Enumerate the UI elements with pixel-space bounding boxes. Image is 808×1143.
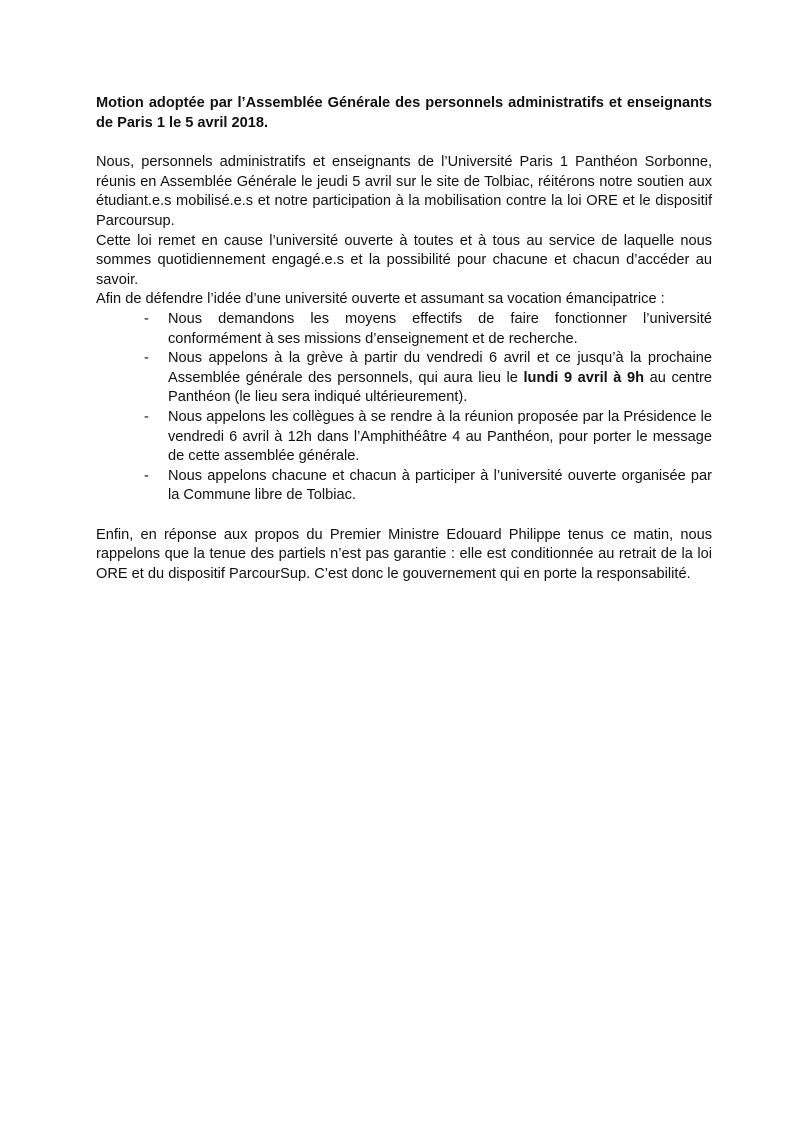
bullet-dash: - — [144, 310, 149, 327]
bullet-dash: - — [144, 350, 149, 367]
demands-list — [96, 310, 712, 506]
list-item-text: Nous appelons chacune et chacun à participer à l’université ouverte organisée par la Commune libre de Tolbiac. — [168, 467, 712, 504]
document-page — [96, 94, 712, 585]
list-item-text: Nous appelons à la grève à partir du vendredi 6 avril et ce jusqu’à la prochaine Assemblée générale des personnels, qui aura lieu le — [168, 350, 712, 386]
document-title: Motion adoptée par l’Assemblée Générale des personnels administratifs et enseignants de Paris 1 le 5 avril 2018. — [96, 95, 712, 131]
paragraph-closing: Enfin, en réponse aux propos du Premier Ministre Edouard Philippe tenus ce matin, nous rappelons que la tenue des partiels n’est pas garantie : elle est conditionnée au retrait de la loi ORE et du dispositif ParcourSup. C’est donc le gouvernement qui en porte la responsabilité. — [96, 526, 712, 583]
list-item — [96, 408, 712, 467]
list-item-text: Nous appelons les collègues à se rendre à la réunion proposée par la Présidence le vendredi 6 avril à 12h dans l’Amphithéâtre 4 au Panthéon, pour porter le message de cette assemblée générale. — [168, 408, 712, 465]
paragraph-law: Cette loi remet en cause l’université ouverte à toutes et à tous au service de laquelle nous sommes quotidiennement engagé.e.s et la possibilité pour chacune et chacun d’accéder au savoir. — [96, 232, 712, 288]
list-item — [96, 310, 712, 349]
bullet-dash: - — [144, 408, 149, 425]
list-item — [96, 467, 712, 506]
bullet-dash: - — [144, 467, 149, 484]
paragraph-demands-intro: Afin de défendre l’idée d’une université ouverte et assumant sa vocation émancipatrice : — [96, 291, 665, 308]
list-item — [96, 349, 712, 408]
paragraph-intro: Nous, personnels administratifs et enseignants de l’Université Paris 1 Panthéon Sorbonne, réunis en Assemblée Générale le jeudi 5 avril sur le site de Tolbiac, réitérons notre soutien aux étudiant.e.s mobilisé.e.s et notre participation à la mobilisation contre la loi ORE et le dispositif Parcoursup. — [96, 154, 712, 229]
list-item-text: au centre Panthéon (le lieu sera indiqué ultérieurement). — [168, 369, 713, 406]
list-item-emphasis: lundi 9 avril à 9h — [523, 369, 645, 386]
list-item-text: Nous demandons les moyens effectifs de faire fonctionner l’université conformément à ses missions d’enseignement et de recherche. — [168, 310, 712, 347]
